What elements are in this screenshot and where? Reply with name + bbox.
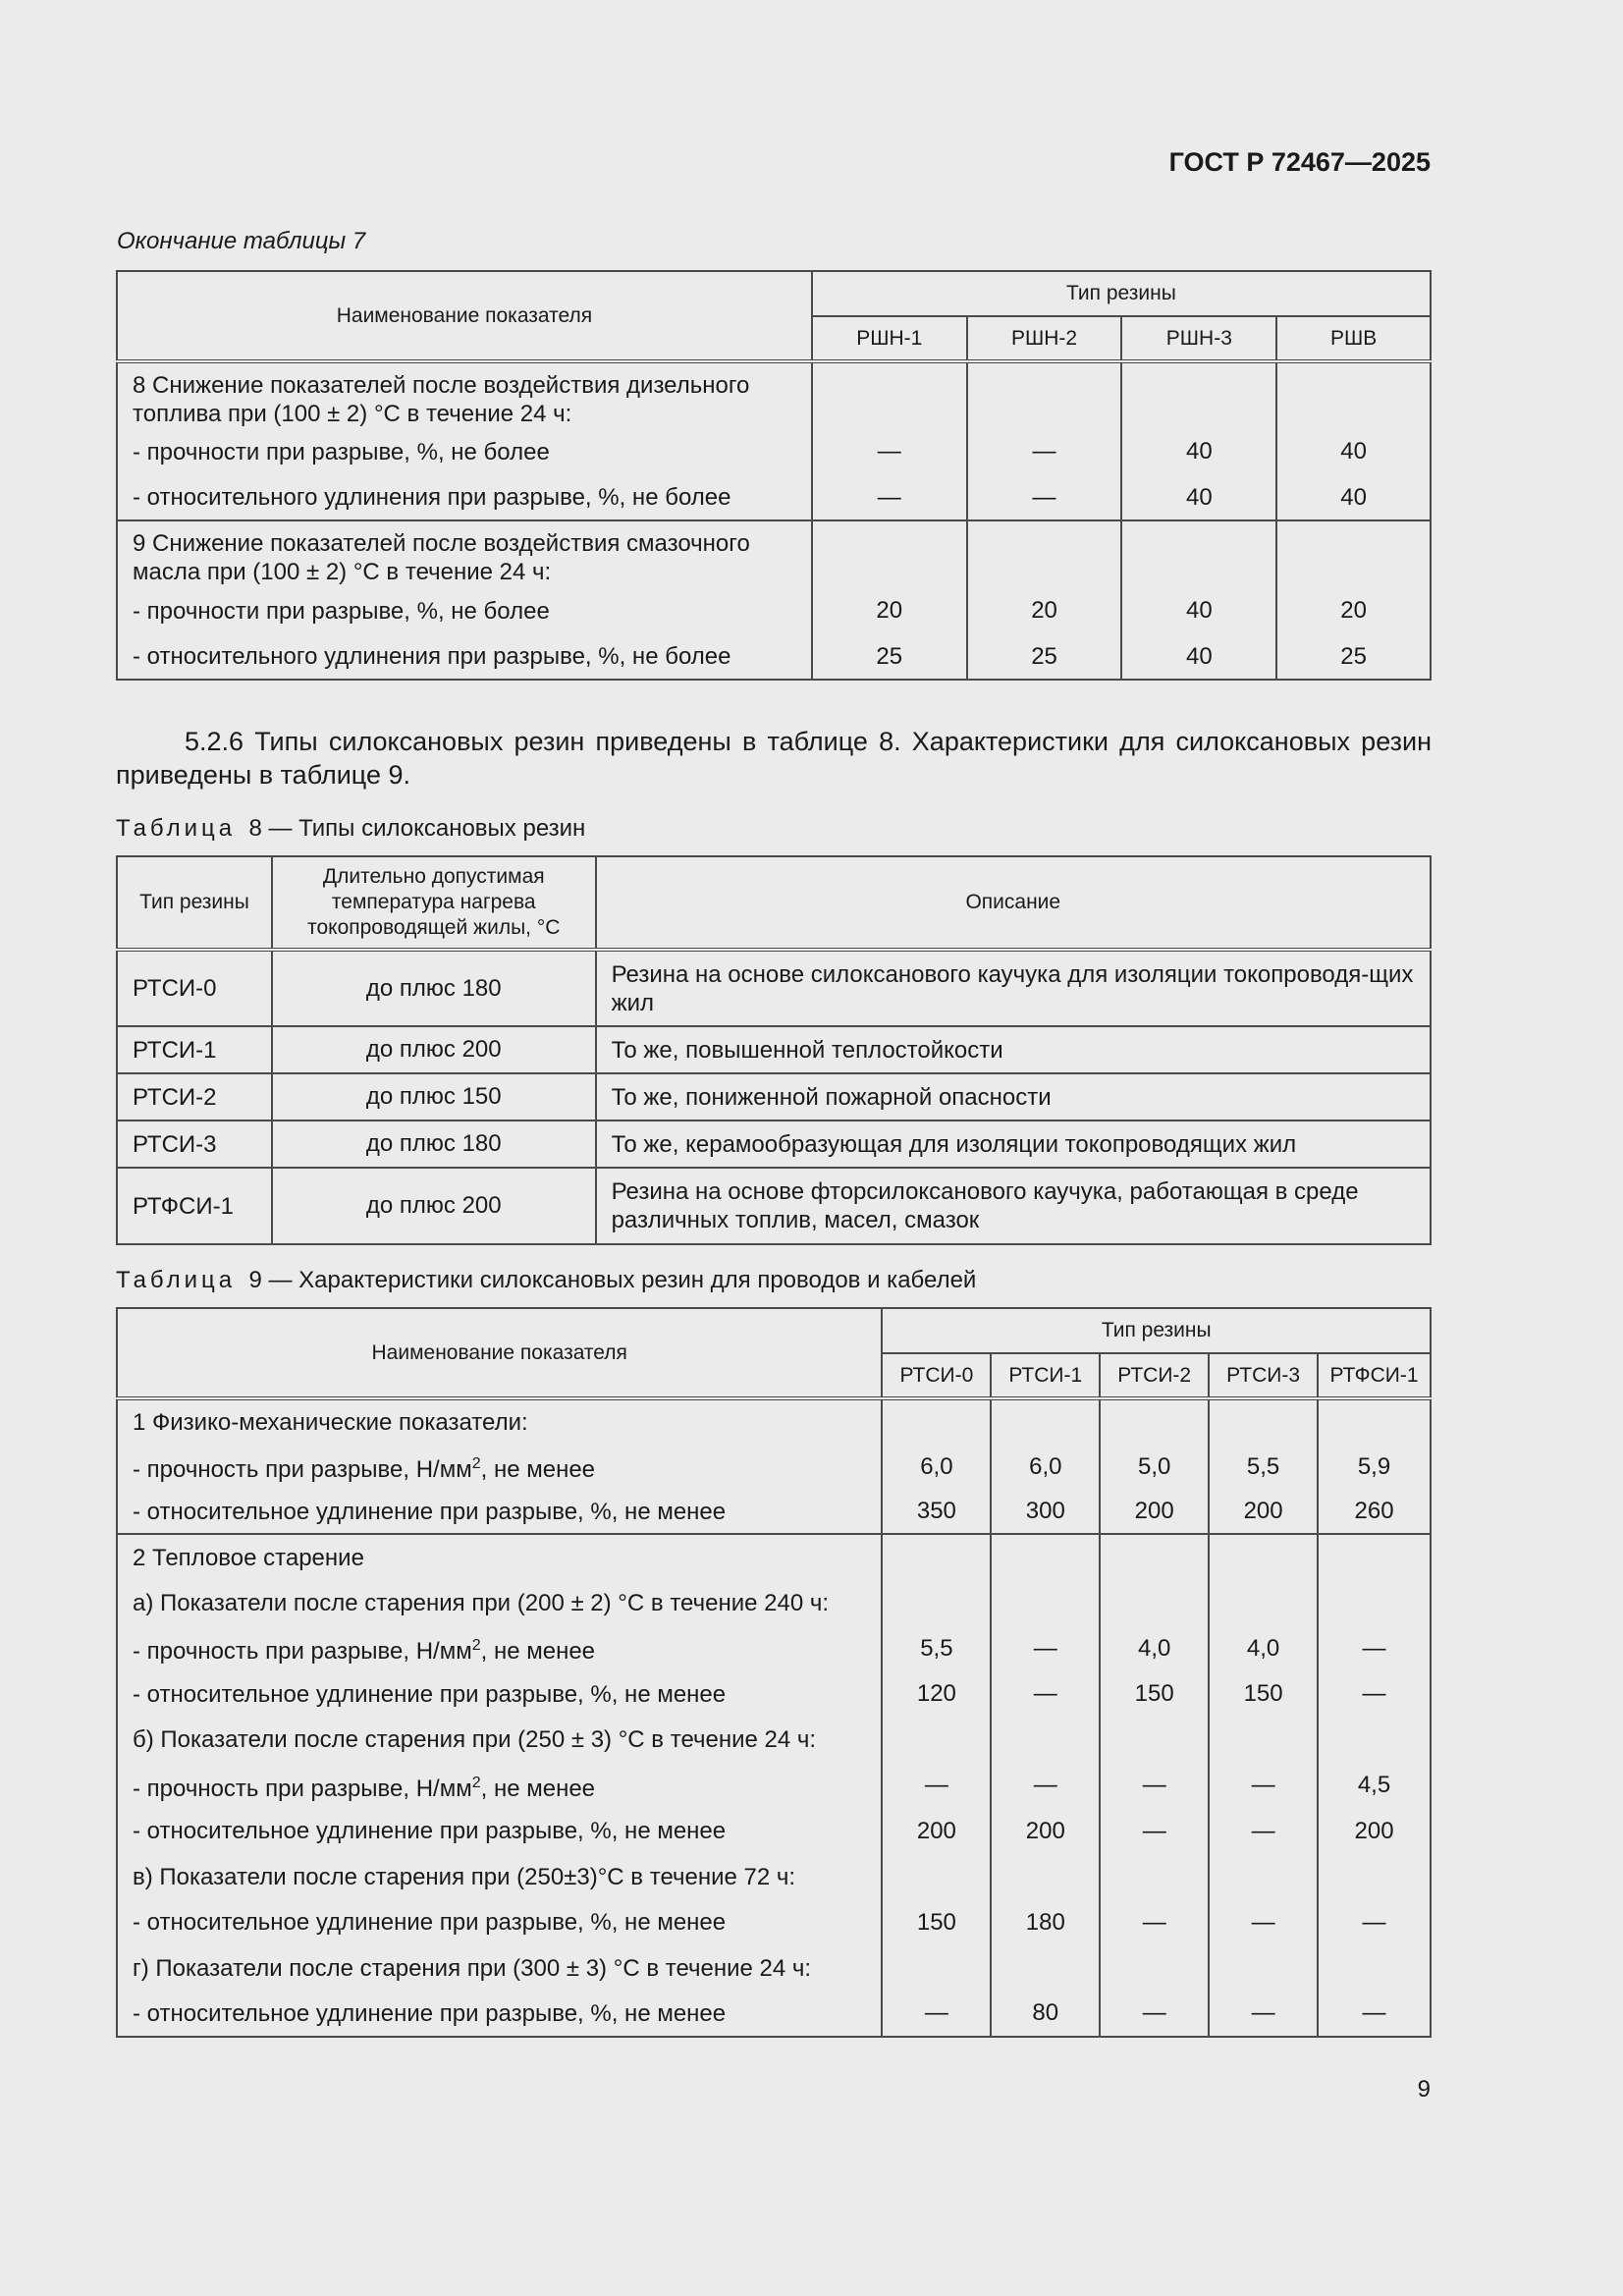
cell-value: 40: [1121, 428, 1276, 475]
table7-continuation-caption: Окончание таблицы 7: [117, 228, 366, 254]
cell-value: 20: [1276, 587, 1431, 634]
document-number: ГОСТ Р 72467—2025: [1168, 147, 1431, 177]
cell-value: —: [882, 1991, 991, 2037]
rubber-desc: Резина на основе силоксанового каучука для изоляции токопроводя-щих жил: [596, 950, 1431, 1026]
rubber-temp: до плюс 150: [272, 1073, 596, 1121]
cell-value: 4,0: [1100, 1625, 1209, 1671]
cell-value: —: [991, 1625, 1100, 1671]
group-title: 8 Снижение показателей после воздействия дизельного топлива при (100 ± 2) °С в течение 24 ч:: [117, 361, 812, 428]
rubber-temp: до плюс 180: [272, 950, 596, 1026]
group-title: 1 Физико-механические показатели:: [117, 1398, 882, 1444]
table-7: [116, 270, 1432, 681]
row-label: - прочности при разрыве, %, не более: [117, 428, 812, 475]
cell-value: 120: [882, 1671, 991, 1717]
cell-value: 80: [991, 1991, 1100, 2037]
cell-value: 4,0: [1209, 1625, 1318, 1671]
caption-word: Таблица: [116, 815, 237, 842]
cell-value: —: [991, 1763, 1100, 1808]
cell-value: —: [1100, 1899, 1209, 1945]
header-col: РТСИ-2: [1100, 1353, 1209, 1398]
row-label: - относительное удлинение при разрыве, %, не менее: [117, 1991, 882, 2037]
cell-value: 5,9: [1318, 1444, 1431, 1490]
paragraph-5-2-6: 5.2.6 Типы силоксановых резин приведены в таблице 8. Характеристики для силоксановых резин приведены в таблице 9.: [116, 727, 1432, 790]
cell-value: 350: [882, 1490, 991, 1534]
cell-value: 25: [1276, 634, 1431, 680]
cell-value: 180: [991, 1899, 1100, 1945]
cell-value: —: [991, 1671, 1100, 1717]
subgroup-title: в) Показатели после старения при (250±3)°С в течение 72 ч:: [117, 1854, 882, 1899]
cell-value: —: [1318, 1899, 1431, 1945]
cell-value: 150: [1209, 1671, 1318, 1717]
cell-value: 25: [967, 634, 1122, 680]
row-label: - относительное удлинение при разрыве, %, не менее: [117, 1671, 882, 1717]
row-label: - прочность при разрыве, $Н/мм^2$, не менее: [117, 1763, 882, 1808]
header-rubber-type: Тип резины: [882, 1308, 1431, 1353]
rubber-type: РТФСИ-1: [117, 1168, 272, 1244]
cell-value: —: [1318, 1671, 1431, 1717]
cell-value: 5,5: [1209, 1444, 1318, 1490]
rubber-desc: То же, керамообразующая для изоляции токопроводящих жил: [596, 1121, 1431, 1168]
rubber-type: РТСИ-0: [117, 950, 272, 1026]
header-col: РШН-1: [812, 316, 967, 361]
table-9: [116, 1307, 1432, 2038]
cell-value: 260: [1318, 1490, 1431, 1534]
caption-word: Таблица: [116, 1267, 237, 1293]
header-rubber-type: Тип резины: [117, 856, 272, 950]
row-label: - прочности при разрыве, %, не более: [117, 587, 812, 634]
cell-value: 6,0: [882, 1444, 991, 1490]
cell-value: 300: [991, 1490, 1100, 1534]
cell-value: —: [812, 475, 967, 520]
caption-text: 9 — Характеристики силоксановых резин для проводов и кабелей: [248, 1267, 977, 1293]
cell-value: —: [812, 428, 967, 475]
cell-value: 200: [1318, 1808, 1431, 1854]
cell-value: 20: [967, 587, 1122, 634]
header-col: РТФСИ-1: [1318, 1353, 1431, 1398]
row-label: - относительное удлинение при разрыве, %, не менее: [117, 1899, 882, 1945]
rubber-type: РТСИ-3: [117, 1121, 272, 1168]
cell-value: 200: [882, 1808, 991, 1854]
cell-value: —: [882, 1763, 991, 1808]
cell-value: —: [967, 428, 1122, 475]
cell-value: —: [1100, 1991, 1209, 2037]
cell-value: —: [1209, 1808, 1318, 1854]
cell-value: —: [1100, 1808, 1209, 1854]
table-8: [116, 855, 1432, 1245]
group-title: 2 Тепловое старение: [117, 1534, 882, 1580]
group-title: 9 Снижение показателей после воздействия смазочного масла при (100 ± 2) °С в течение 24 ч:: [117, 520, 812, 587]
cell-value: 150: [882, 1899, 991, 1945]
cell-value: 5,0: [1100, 1444, 1209, 1490]
row-label: - относительное удлинение при разрыве, %, не менее: [117, 1490, 882, 1534]
subgroup-title: г) Показатели после старения при (300 ± 3) °С в течение 24 ч:: [117, 1945, 882, 1991]
rubber-type: РТСИ-2: [117, 1073, 272, 1121]
cell-value: 40: [1121, 634, 1276, 680]
header-description: Описание: [596, 856, 1431, 950]
rubber-temp: до плюс 200: [272, 1168, 596, 1244]
cell-value: 200: [1209, 1490, 1318, 1534]
table8-caption: [116, 815, 585, 843]
header-col: РШН-2: [967, 316, 1122, 361]
caption-text: 8 — Типы силоксановых резин: [248, 815, 586, 842]
cell-value: 4,5: [1318, 1763, 1431, 1808]
table9-caption: [116, 1267, 976, 1294]
cell-value: 40: [1121, 587, 1276, 634]
subgroup-title: б) Показатели после старения при (250 ± 3) °С в течение 24 ч:: [117, 1717, 882, 1763]
row-label: - прочность при разрыве, $Н/мм^2$, не менее: [117, 1444, 882, 1490]
cell-value: —: [967, 475, 1122, 520]
header-rubber-type: Тип резины: [812, 271, 1431, 316]
cell-value: —: [1318, 1625, 1431, 1671]
cell-value: 150: [1100, 1671, 1209, 1717]
header-indicator-name: Наименование показателя: [117, 271, 812, 361]
cell-value: —: [1209, 1899, 1318, 1945]
row-label: - относительное удлинение при разрыве, %, не менее: [117, 1808, 882, 1854]
cell-value: 20: [812, 587, 967, 634]
rubber-desc: Резина на основе фторсилоксанового каучука, работающая в среде различных топлив, масел, смазок: [596, 1168, 1431, 1244]
cell-value: 5,5: [882, 1625, 991, 1671]
subgroup-title: а) Показатели после старения при (200 ± 2) °С в течение 240 ч:: [117, 1580, 882, 1625]
page-number: 9: [1417, 2076, 1431, 2103]
cell-value: —: [1318, 1991, 1431, 2037]
header-col: РТСИ-3: [1209, 1353, 1318, 1398]
cell-value: 200: [991, 1808, 1100, 1854]
cell-value: 40: [1121, 475, 1276, 520]
cell-value: —: [1209, 1991, 1318, 2037]
cell-value: —: [1209, 1763, 1318, 1808]
row-label: - относительного удлинения при разрыве, %, не более: [117, 634, 812, 680]
cell-value: 25: [812, 634, 967, 680]
row-label: - относительного удлинения при разрыве, %, не более: [117, 475, 812, 520]
row-label: - прочность при разрыве, $Н/мм^2$, не менее: [117, 1625, 882, 1671]
rubber-temp: до плюс 180: [272, 1121, 596, 1168]
header-col: РШН-3: [1121, 316, 1276, 361]
rubber-desc: То же, повышенной теплостойкости: [596, 1026, 1431, 1073]
cell-value: 40: [1276, 428, 1431, 475]
header-col: РШВ: [1276, 316, 1431, 361]
cell-value: 200: [1100, 1490, 1209, 1534]
rubber-type: РТСИ-1: [117, 1026, 272, 1073]
rubber-desc: То же, пониженной пожарной опасности: [596, 1073, 1431, 1121]
rubber-temp: до плюс 200: [272, 1026, 596, 1073]
header-indicator-name: Наименование показателя: [117, 1308, 882, 1398]
cell-value: 6,0: [991, 1444, 1100, 1490]
cell-value: 40: [1276, 475, 1431, 520]
cell-value: —: [1100, 1763, 1209, 1808]
header-col: РТСИ-0: [882, 1353, 991, 1398]
header-col: РТСИ-1: [991, 1353, 1100, 1398]
header-temperature: Длительно допустимая температура нагрева токопроводящей жилы, °С: [272, 856, 596, 950]
